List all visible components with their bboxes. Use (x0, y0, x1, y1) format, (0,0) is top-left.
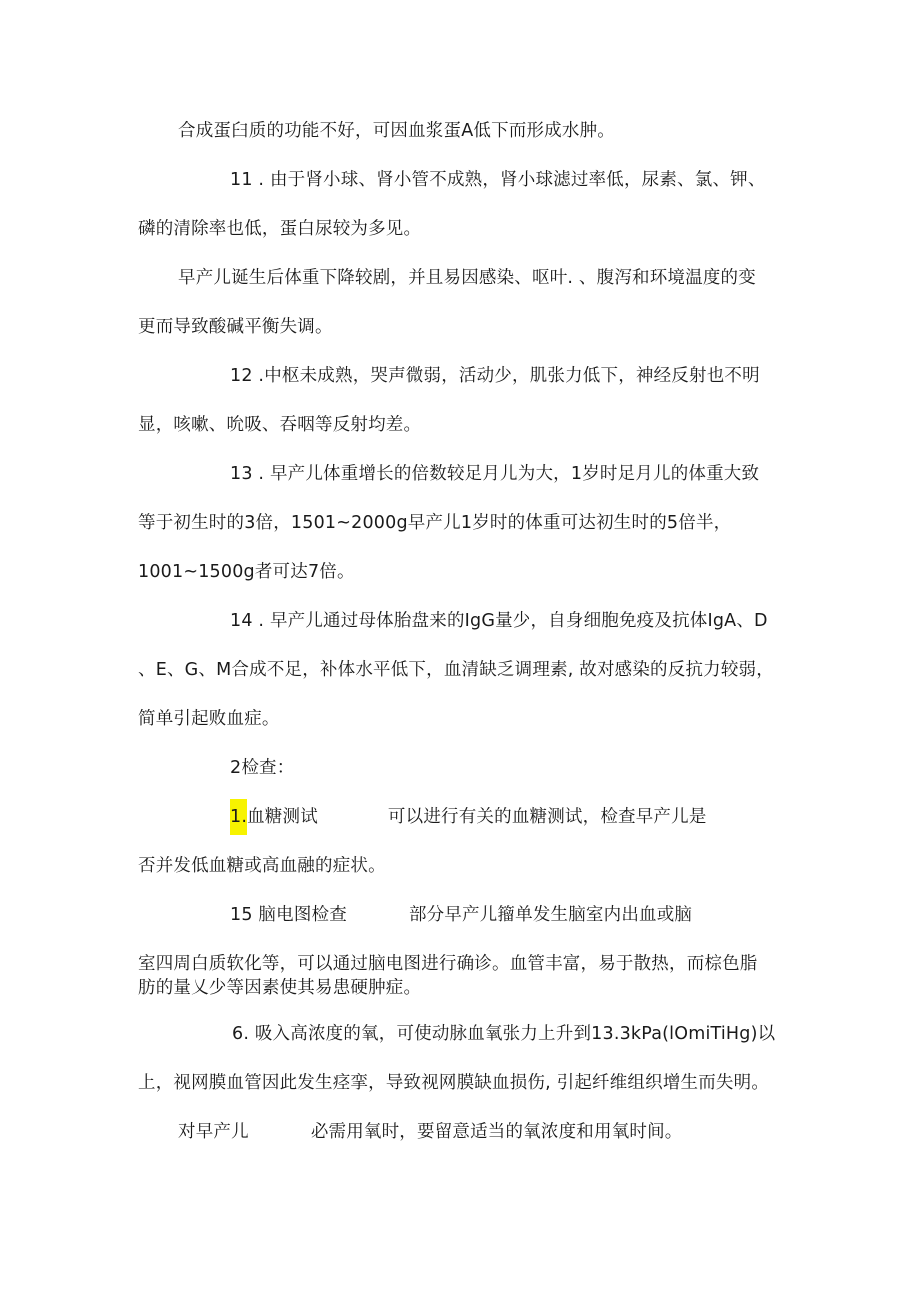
paragraph-line: 早产儿诞生后体重下降较剧，并且易因感染、呕叶. 、腹泻和环境温度的变 (178, 268, 756, 288)
section-heading: 2检查： (230, 758, 295, 778)
paragraph-line: 、E、G、M合成不足，补体水平低下，血清缺乏调理素, 故对感染的反抗力较弱， (138, 660, 774, 680)
list-item-1 (230, 805, 707, 829)
list-item-14: 14 . 早产儿通过母体胎盘来的IgG量少，自身细胞免疫及抗体IgA、D (230, 611, 768, 631)
list-item-6: 6. 吸入高浓度的氧，可使动脉血氧张力上升到13.3kPa(lOmiTiHg)以 (232, 1024, 776, 1044)
list-item-12: 12 .中枢未成熟，哭声微弱，活动少，肌张力低下，神经反射也不明 (230, 366, 760, 386)
item-term: 15 脑电图检查 (230, 905, 347, 925)
paragraph-line: 上，视网膜血管因此发生痉挛，导致视网膜缺血损伤, 引起纤维组织增生而失明。 (138, 1073, 770, 1093)
paragraph-line: 室四周白质软化等，可以通过脑电图进行确诊。血管丰富，易于散热，而棕色脂 (138, 954, 758, 974)
item-text: 可以进行有关的血糖测试，检查早产儿是 (387, 807, 707, 827)
paragraph-line: 否并发低血糖或高血融的症状。 (138, 856, 386, 876)
paragraph-line: 简单引起败血症。 (138, 709, 280, 729)
paragraph-line: 磷的清除率也低，蛋白尿较为多见。 (138, 219, 422, 239)
paragraph-line: 更而导致酸碱平衡失调。 (138, 317, 333, 337)
list-item-11: 11 . 由于肾小球、肾小管不成熟，肾小球滤过率低，尿素、氯、钾、 (230, 170, 766, 190)
item-term: 对早产儿 (178, 1122, 249, 1142)
highlighted-number: 1. (230, 799, 247, 835)
paragraph-line: 显，咳嗽、吮吸、吞咽等反射均差。 (138, 415, 422, 435)
item-text: 必需用氧时，要留意适当的氧浓度和用氧时间。 (310, 1122, 683, 1142)
paragraph-line (178, 1120, 683, 1144)
paragraph-line: 肪的量乂少等因素使其易患硬肿症。 (138, 978, 422, 998)
paragraph-line: 合成蛋臼质的功能不好，可因血浆蛋A低下而形成水肿。 (178, 121, 615, 141)
paragraph-line: 1001~1500g者可达7倍。 (138, 562, 355, 582)
list-item-15 (230, 903, 692, 927)
item-text: 部分早产儿籀单发生脑室内出血或脑 (408, 905, 693, 925)
paragraph-line: 等于初生时的3倍，1501~2000g早产儿1岁时的体重可达初生时的5倍半， (138, 513, 732, 533)
item-term: 血糖测试 (247, 807, 318, 827)
list-item-13: 13 . 早产儿体重增长的倍数较足月儿为大，1岁时足月儿的体重大致 (230, 464, 760, 484)
